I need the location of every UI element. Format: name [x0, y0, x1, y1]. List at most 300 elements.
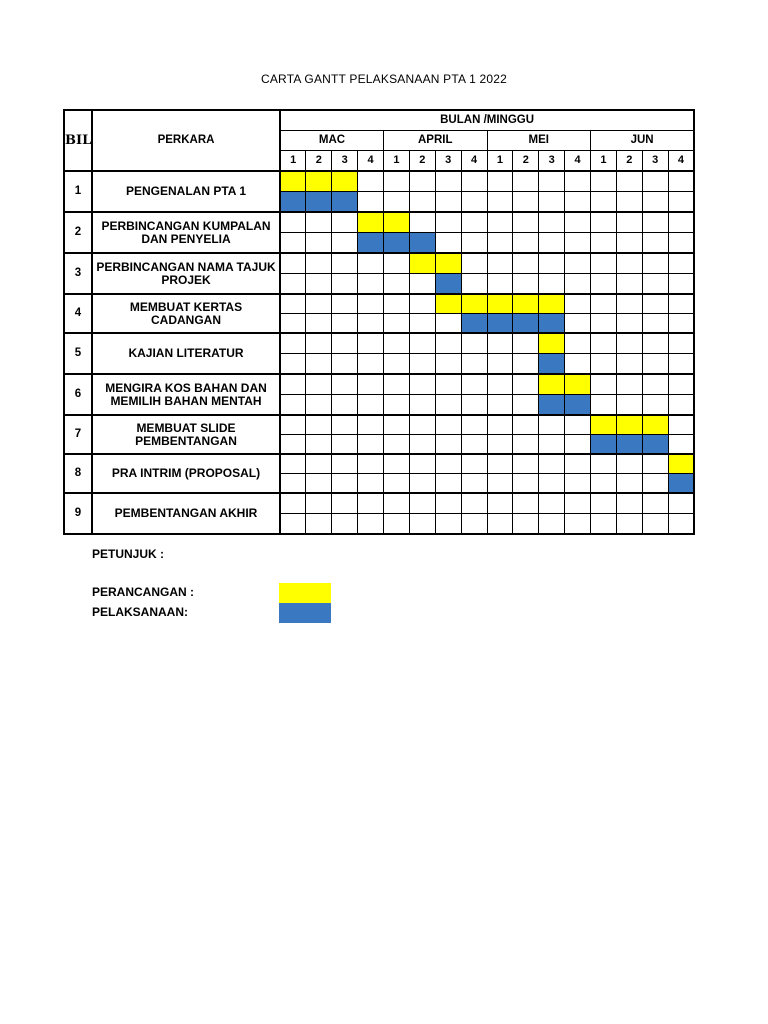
empty-cell	[487, 435, 513, 455]
plan-bar-cell	[513, 294, 539, 314]
empty-cell	[539, 274, 565, 295]
empty-cell	[435, 314, 461, 334]
empty-cell	[513, 454, 539, 474]
empty-cell	[513, 493, 539, 514]
week-header-mei-2: 2	[513, 151, 539, 172]
empty-cell	[332, 514, 358, 535]
empty-cell	[616, 454, 642, 474]
empty-cell	[668, 253, 694, 274]
task-row-6-plan	[64, 374, 694, 395]
empty-cell	[539, 514, 565, 535]
empty-cell	[616, 354, 642, 375]
plan-bar-cell	[591, 415, 617, 435]
empty-cell	[565, 212, 591, 233]
empty-cell	[487, 171, 513, 192]
week-header-mei-1: 1	[487, 151, 513, 172]
plan-bar-cell	[435, 253, 461, 274]
empty-cell	[435, 171, 461, 192]
empty-cell	[513, 415, 539, 435]
plan-bar-cell	[409, 253, 435, 274]
empty-cell	[280, 514, 306, 535]
empty-cell	[591, 253, 617, 274]
empty-cell	[668, 333, 694, 354]
empty-cell	[332, 233, 358, 254]
empty-cell	[591, 294, 617, 314]
empty-cell	[539, 454, 565, 474]
empty-cell	[539, 171, 565, 192]
empty-cell	[642, 374, 668, 395]
empty-cell	[358, 474, 384, 494]
empty-cell	[642, 395, 668, 416]
empty-cell	[358, 454, 384, 474]
empty-cell	[409, 514, 435, 535]
empty-cell	[358, 192, 384, 213]
exec-bar-cell	[384, 233, 410, 254]
empty-cell	[513, 395, 539, 416]
header-row-bulan	[64, 110, 694, 131]
empty-cell	[668, 192, 694, 213]
empty-cell	[565, 435, 591, 455]
empty-cell	[280, 253, 306, 274]
empty-cell	[668, 514, 694, 535]
empty-cell	[539, 435, 565, 455]
chart-title: CARTA GANTT PELAKSANAAN PTA 1 2022	[260, 72, 507, 86]
empty-cell	[435, 415, 461, 435]
week-header-jun-2: 2	[616, 151, 642, 172]
task-row-9-plan	[64, 493, 694, 514]
plan-bar-cell	[280, 171, 306, 192]
task-number: 4	[64, 294, 92, 333]
empty-cell	[435, 514, 461, 535]
empty-cell	[668, 294, 694, 314]
empty-cell	[280, 415, 306, 435]
empty-cell	[306, 314, 332, 334]
task-number: 1	[64, 171, 92, 212]
empty-cell	[642, 192, 668, 213]
empty-cell	[513, 192, 539, 213]
empty-cell	[358, 294, 384, 314]
empty-cell	[409, 354, 435, 375]
empty-cell	[565, 253, 591, 274]
empty-cell	[461, 233, 487, 254]
empty-cell	[565, 493, 591, 514]
empty-cell	[513, 253, 539, 274]
empty-cell	[358, 171, 384, 192]
empty-cell	[591, 354, 617, 375]
empty-cell	[513, 212, 539, 233]
empty-cell	[487, 253, 513, 274]
task-row-2-plan	[64, 212, 694, 233]
task-number: 5	[64, 333, 92, 374]
week-header-jun-3: 3	[642, 151, 668, 172]
legend-title: PETUNJUK :	[92, 547, 165, 561]
exec-bar-cell	[642, 435, 668, 455]
empty-cell	[332, 374, 358, 395]
empty-cell	[306, 415, 332, 435]
empty-cell	[487, 395, 513, 416]
empty-cell	[642, 274, 668, 295]
empty-cell	[332, 493, 358, 514]
empty-cell	[435, 233, 461, 254]
week-header-jun-1: 1	[591, 151, 617, 172]
empty-cell	[409, 171, 435, 192]
empty-cell	[668, 493, 694, 514]
empty-cell	[642, 333, 668, 354]
exec-bar-cell	[409, 233, 435, 254]
exec-bar-cell	[358, 233, 384, 254]
empty-cell	[409, 294, 435, 314]
empty-cell	[616, 233, 642, 254]
empty-cell	[539, 233, 565, 254]
empty-cell	[384, 314, 410, 334]
empty-cell	[409, 435, 435, 455]
plan-bar-cell	[358, 212, 384, 233]
empty-cell	[358, 514, 384, 535]
empty-cell	[642, 253, 668, 274]
empty-cell	[461, 454, 487, 474]
week-header-april-4: 4	[461, 151, 487, 172]
empty-cell	[668, 395, 694, 416]
empty-cell	[332, 314, 358, 334]
task-name: PRA INTRIM (PROPOSAL)	[92, 454, 280, 493]
empty-cell	[565, 474, 591, 494]
empty-cell	[668, 233, 694, 254]
empty-cell	[668, 314, 694, 334]
empty-cell	[306, 274, 332, 295]
exec-bar-cell	[487, 314, 513, 334]
empty-cell	[513, 474, 539, 494]
task-name: MEMBUAT KERTAS CADANGAN	[92, 294, 280, 333]
empty-cell	[642, 454, 668, 474]
empty-cell	[487, 212, 513, 233]
week-header-mac-4: 4	[358, 151, 384, 172]
empty-cell	[616, 192, 642, 213]
empty-cell	[306, 233, 332, 254]
legend-pelaksanaan-swatch	[279, 603, 331, 623]
task-name: PERBINCANGAN NAMA TAJUK PROJEK	[92, 253, 280, 294]
empty-cell	[306, 354, 332, 375]
empty-cell	[565, 274, 591, 295]
empty-cell	[384, 415, 410, 435]
exec-bar-cell	[616, 435, 642, 455]
empty-cell	[306, 493, 332, 514]
plan-bar-cell	[668, 454, 694, 474]
exec-bar-cell	[565, 395, 591, 416]
month-header-jun: JUN	[591, 131, 695, 151]
empty-cell	[409, 314, 435, 334]
empty-cell	[409, 192, 435, 213]
empty-cell	[668, 435, 694, 455]
task-name: KAJIAN LITERATUR	[92, 333, 280, 374]
month-header-april: APRIL	[384, 131, 488, 151]
empty-cell	[280, 474, 306, 494]
exec-bar-cell	[280, 192, 306, 213]
empty-cell	[306, 395, 332, 416]
empty-cell	[384, 374, 410, 395]
empty-cell	[280, 274, 306, 295]
empty-cell	[332, 435, 358, 455]
task-name: PERBINCANGAN KUMPALAN DAN PENYELIA	[92, 212, 280, 253]
empty-cell	[435, 374, 461, 395]
legend-pelaksanaan-label: PELAKSANAAN:	[92, 605, 188, 619]
empty-cell	[280, 374, 306, 395]
empty-cell	[616, 514, 642, 535]
empty-cell	[591, 474, 617, 494]
legend-perancangan-swatch	[279, 583, 331, 603]
empty-cell	[306, 474, 332, 494]
task-row-7-plan	[64, 415, 694, 435]
empty-cell	[616, 212, 642, 233]
empty-cell	[668, 415, 694, 435]
empty-cell	[513, 374, 539, 395]
empty-cell	[565, 314, 591, 334]
plan-bar-cell	[487, 294, 513, 314]
empty-cell	[461, 333, 487, 354]
empty-cell	[358, 435, 384, 455]
empty-cell	[616, 374, 642, 395]
empty-cell	[280, 493, 306, 514]
empty-cell	[487, 454, 513, 474]
empty-cell	[384, 274, 410, 295]
empty-cell	[332, 415, 358, 435]
empty-cell	[358, 415, 384, 435]
empty-cell	[306, 253, 332, 274]
perkara-header: PERKARA	[92, 110, 280, 171]
task-row-1-plan	[64, 171, 694, 192]
empty-cell	[461, 354, 487, 375]
empty-cell	[591, 314, 617, 334]
empty-cell	[306, 212, 332, 233]
task-row-3-plan	[64, 253, 694, 274]
empty-cell	[332, 395, 358, 416]
week-header-mac-3: 3	[332, 151, 358, 172]
plan-bar-cell	[461, 294, 487, 314]
empty-cell	[435, 395, 461, 416]
empty-cell	[435, 454, 461, 474]
task-row-4-plan	[64, 294, 694, 314]
empty-cell	[409, 454, 435, 474]
exec-bar-cell	[435, 274, 461, 295]
empty-cell	[332, 354, 358, 375]
empty-cell	[591, 171, 617, 192]
empty-cell	[591, 454, 617, 474]
plan-bar-cell	[539, 294, 565, 314]
task-name: PEMBENTANGAN AKHIR	[92, 493, 280, 534]
empty-cell	[591, 493, 617, 514]
month-header-mei: MEI	[487, 131, 591, 151]
task-row-8-plan	[64, 454, 694, 474]
exec-bar-cell	[539, 395, 565, 416]
empty-cell	[487, 192, 513, 213]
exec-bar-cell	[591, 435, 617, 455]
task-number: 9	[64, 493, 92, 534]
empty-cell	[409, 415, 435, 435]
empty-cell	[280, 395, 306, 416]
empty-cell	[306, 454, 332, 474]
empty-cell	[642, 294, 668, 314]
empty-cell	[616, 171, 642, 192]
empty-cell	[280, 354, 306, 375]
task-name: MEMBUAT SLIDE PEMBENTANGAN	[92, 415, 280, 454]
empty-cell	[332, 294, 358, 314]
empty-cell	[591, 212, 617, 233]
empty-cell	[358, 354, 384, 375]
empty-cell	[306, 374, 332, 395]
task-number: 6	[64, 374, 92, 415]
plan-bar-cell	[539, 374, 565, 395]
empty-cell	[668, 212, 694, 233]
empty-cell	[642, 314, 668, 334]
empty-cell	[513, 274, 539, 295]
empty-cell	[461, 474, 487, 494]
empty-cell	[487, 474, 513, 494]
empty-cell	[668, 374, 694, 395]
plan-bar-cell	[306, 171, 332, 192]
empty-cell	[591, 395, 617, 416]
empty-cell	[565, 354, 591, 375]
empty-cell	[306, 435, 332, 455]
empty-cell	[539, 192, 565, 213]
empty-cell	[332, 333, 358, 354]
empty-cell	[616, 294, 642, 314]
empty-cell	[409, 395, 435, 416]
empty-cell	[591, 192, 617, 213]
empty-cell	[539, 415, 565, 435]
empty-cell	[539, 212, 565, 233]
empty-cell	[280, 435, 306, 455]
empty-cell	[280, 294, 306, 314]
empty-cell	[306, 294, 332, 314]
plan-bar-cell	[565, 374, 591, 395]
empty-cell	[280, 314, 306, 334]
exec-bar-cell	[461, 314, 487, 334]
empty-cell	[591, 374, 617, 395]
empty-cell	[332, 474, 358, 494]
empty-cell	[565, 171, 591, 192]
empty-cell	[513, 514, 539, 535]
empty-cell	[642, 171, 668, 192]
legend-perancangan-label: PERANCANGAN :	[92, 585, 194, 599]
empty-cell	[358, 253, 384, 274]
task-number: 7	[64, 415, 92, 454]
plan-bar-cell	[539, 333, 565, 354]
empty-cell	[461, 514, 487, 535]
empty-cell	[358, 493, 384, 514]
empty-cell	[461, 395, 487, 416]
empty-cell	[565, 333, 591, 354]
empty-cell	[358, 314, 384, 334]
empty-cell	[539, 493, 565, 514]
plan-bar-cell	[435, 294, 461, 314]
empty-cell	[616, 253, 642, 274]
plan-bar-cell	[384, 212, 410, 233]
empty-cell	[513, 171, 539, 192]
empty-cell	[668, 354, 694, 375]
empty-cell	[461, 171, 487, 192]
bil-header: BIL	[64, 110, 92, 171]
empty-cell	[461, 274, 487, 295]
empty-cell	[435, 192, 461, 213]
empty-cell	[435, 474, 461, 494]
week-header-jun-4: 4	[668, 151, 694, 172]
empty-cell	[306, 514, 332, 535]
empty-cell	[616, 274, 642, 295]
empty-cell	[642, 212, 668, 233]
empty-cell	[409, 493, 435, 514]
exec-bar-cell	[539, 314, 565, 334]
empty-cell	[591, 333, 617, 354]
empty-cell	[384, 354, 410, 375]
empty-cell	[384, 474, 410, 494]
empty-cell	[487, 333, 513, 354]
week-header-mac-1: 1	[280, 151, 306, 172]
empty-cell	[461, 192, 487, 213]
empty-cell	[565, 415, 591, 435]
week-header-mac-2: 2	[306, 151, 332, 172]
empty-cell	[280, 212, 306, 233]
empty-cell	[513, 354, 539, 375]
task-row-5-plan	[64, 333, 694, 354]
exec-bar-cell	[539, 354, 565, 375]
empty-cell	[358, 395, 384, 416]
empty-cell	[487, 514, 513, 535]
empty-cell	[280, 333, 306, 354]
task-name: MENGIRA KOS BAHAN DAN MEMILIH BAHAN MENTAH	[92, 374, 280, 415]
empty-cell	[384, 192, 410, 213]
week-header-april-3: 3	[435, 151, 461, 172]
empty-cell	[409, 374, 435, 395]
empty-cell	[461, 374, 487, 395]
empty-cell	[384, 395, 410, 416]
empty-cell	[565, 192, 591, 213]
week-header-april-2: 2	[409, 151, 435, 172]
empty-cell	[513, 333, 539, 354]
empty-cell	[384, 171, 410, 192]
empty-cell	[384, 493, 410, 514]
empty-cell	[409, 212, 435, 233]
empty-cell	[409, 474, 435, 494]
bulan-minggu-header: BULAN /MINGGU	[280, 110, 694, 131]
empty-cell	[539, 253, 565, 274]
empty-cell	[565, 233, 591, 254]
empty-cell	[539, 474, 565, 494]
empty-cell	[616, 395, 642, 416]
empty-cell	[616, 314, 642, 334]
task-number: 2	[64, 212, 92, 253]
empty-cell	[616, 493, 642, 514]
empty-cell	[513, 233, 539, 254]
empty-cell	[591, 233, 617, 254]
empty-cell	[461, 253, 487, 274]
empty-cell	[487, 274, 513, 295]
plan-bar-cell	[616, 415, 642, 435]
week-header-april-1: 1	[384, 151, 410, 172]
empty-cell	[461, 415, 487, 435]
empty-cell	[435, 354, 461, 375]
empty-cell	[332, 274, 358, 295]
empty-cell	[332, 253, 358, 274]
empty-cell	[487, 415, 513, 435]
gantt-table	[63, 109, 695, 535]
empty-cell	[435, 333, 461, 354]
empty-cell	[306, 333, 332, 354]
empty-cell	[642, 354, 668, 375]
task-number: 3	[64, 253, 92, 294]
empty-cell	[668, 171, 694, 192]
empty-cell	[384, 253, 410, 274]
empty-cell	[409, 274, 435, 295]
empty-cell	[591, 274, 617, 295]
